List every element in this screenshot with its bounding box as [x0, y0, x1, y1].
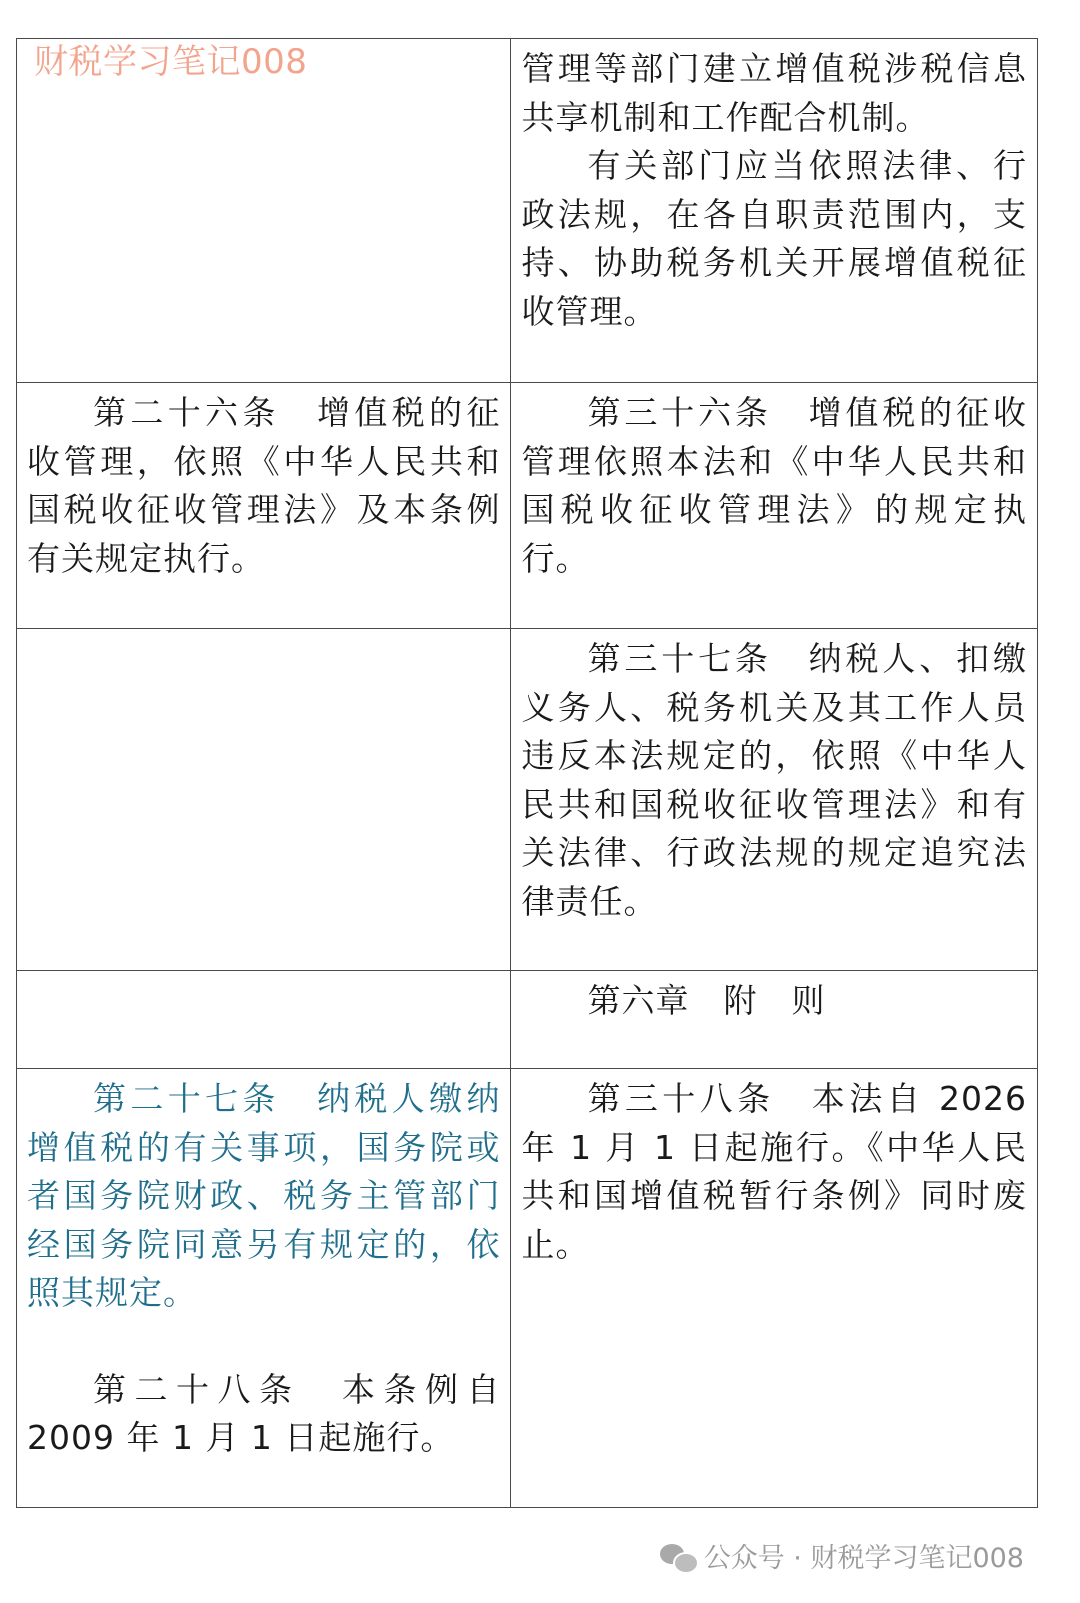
old-regulation-cell	[17, 971, 511, 1069]
wechat-icon	[660, 1542, 696, 1570]
paragraph: 有关部门应当依照法律、行政法规，在各自职责范围内，支持、协助税务机关开展增值税征收管理。	[521, 146, 1027, 331]
paragraph: 管理等部门建立增值税涉税信息共享机制和工作配合机制。	[521, 49, 1027, 137]
table-row	[17, 629, 1038, 971]
article-37: 第三十七条 纳税人、扣缴义务人、税务机关及其工作人员违反本法规定的，依照《中华人民共和国税收征收管理法》和有关法律、行政法规的规定追究法律责任。	[521, 639, 1027, 921]
footer-text: 公众号 · 财税学习笔记008	[703, 1543, 1024, 1574]
old-regulation-cell	[17, 383, 511, 629]
new-law-cell	[511, 971, 1038, 1069]
new-law-cell	[511, 629, 1038, 971]
new-law-cell	[511, 39, 1038, 383]
table-row	[17, 383, 1038, 629]
article-36: 第三十六条 增值税的征收管理依照本法和《中华人民共和国税收征收管理法》的规定执行。	[521, 393, 1027, 578]
table-row	[17, 39, 1038, 383]
old-regulation-cell	[17, 629, 511, 971]
article-27: 第二十七条 纳税人缴纳增值税的有关事项，国务院或者国务院财政、税务主管部门经国务院同意另有规定的，依照其规定。	[27, 1079, 501, 1312]
new-law-cell	[511, 383, 1038, 629]
article-28: 第二十八条 本条例自2009 年 1 月 1 日起施行。	[27, 1369, 501, 1457]
watermark-text: 财税学习笔记008	[34, 42, 308, 82]
old-regulation-cell	[17, 1069, 511, 1508]
chapter-heading: 第六章 附 则	[587, 981, 826, 1020]
article-38: 第三十八条 本法自 2026 年 1 月 1 日起施行。《中华人民共和国增值税暂行条例》同时废止。	[521, 1079, 1027, 1264]
old-regulation-cell	[17, 39, 511, 383]
new-law-cell	[511, 1069, 1038, 1508]
footer-watermark	[660, 1536, 1024, 1575]
table-row	[17, 1069, 1038, 1508]
article-26: 第二十六条 增值税的征收管理，依照《中华人民共和国税收征收管理法》及本条例有关规定执行。	[27, 393, 501, 578]
comparison-table	[16, 38, 1038, 1508]
table-row	[17, 971, 1038, 1069]
